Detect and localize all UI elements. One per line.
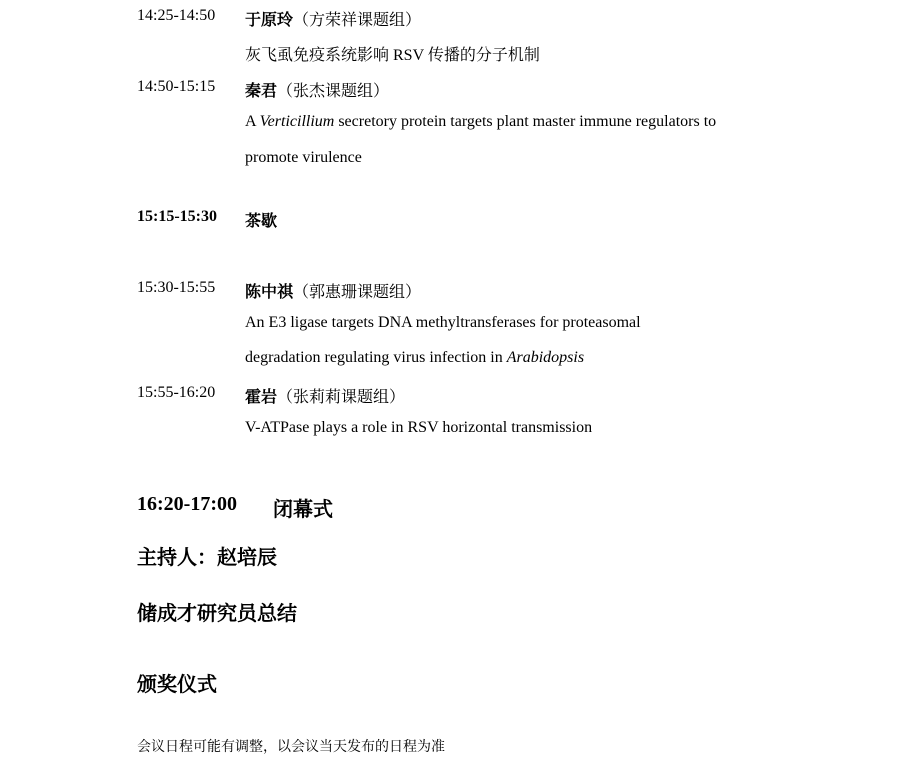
session-speaker-line — [245, 279, 421, 302]
award-ceremony: 颁奖仪式 — [137, 674, 217, 696]
speaker-group: （张杰课题组） — [277, 83, 390, 100]
break-label: 茶歇 — [245, 213, 278, 230]
speaker-name: 霍岩 — [245, 389, 278, 406]
closing-summary: 储成才研究员总结 — [137, 603, 297, 625]
talk-title-part: secretory protein targets plant master immune regulators to — [334, 113, 717, 130]
session-speaker-line — [245, 7, 421, 30]
speaker-name: 陈中祺 — [245, 284, 294, 301]
talk-title-continued — [245, 349, 584, 367]
talk-title: V-ATPase plays a role in RSV horizontal transmission — [245, 419, 593, 436]
talk-title-italic: Verticillium — [259, 113, 335, 130]
footnote: 会议日程可能有调整，以会议当天发布的日程为准 — [137, 740, 445, 755]
talk-title: An E3 ligase targets DNA methyltransferases for proteasomal — [245, 314, 641, 331]
talk-title-part: degradation regulating virus infection in — [245, 349, 507, 366]
talk-title: 灰飞虱免疫系统影响 RSV 传播的分子机制 — [245, 47, 540, 64]
speaker-group: （郭惠珊课题组） — [293, 284, 422, 301]
speaker-group: （方荣祥课题组） — [293, 12, 422, 29]
break-time: 15:15-15:30 — [137, 208, 217, 225]
closing-label: 闭幕式 — [273, 499, 333, 521]
speaker-group: （张莉莉课题组） — [277, 389, 406, 406]
session-speaker-line — [245, 384, 405, 407]
session-time: 14:50-15:15 — [137, 78, 216, 95]
closing-time: 16:20-17:00 — [137, 493, 237, 515]
talk-title-part: A — [245, 113, 260, 130]
speaker-name: 秦君 — [245, 83, 278, 100]
closing-host: 主持人：赵培辰 — [137, 547, 277, 569]
session-time: 15:55-16:20 — [137, 384, 216, 401]
talk-title-italic: Arabidopsis — [506, 349, 585, 366]
session-time: 15:30-15:55 — [137, 279, 216, 296]
session-speaker-line — [245, 78, 389, 101]
session-time: 14:25-14:50 — [137, 7, 216, 24]
speaker-name: 于原玲 — [245, 12, 294, 29]
talk-title — [245, 113, 716, 131]
talk-title-continued: promote virulence — [245, 149, 362, 166]
